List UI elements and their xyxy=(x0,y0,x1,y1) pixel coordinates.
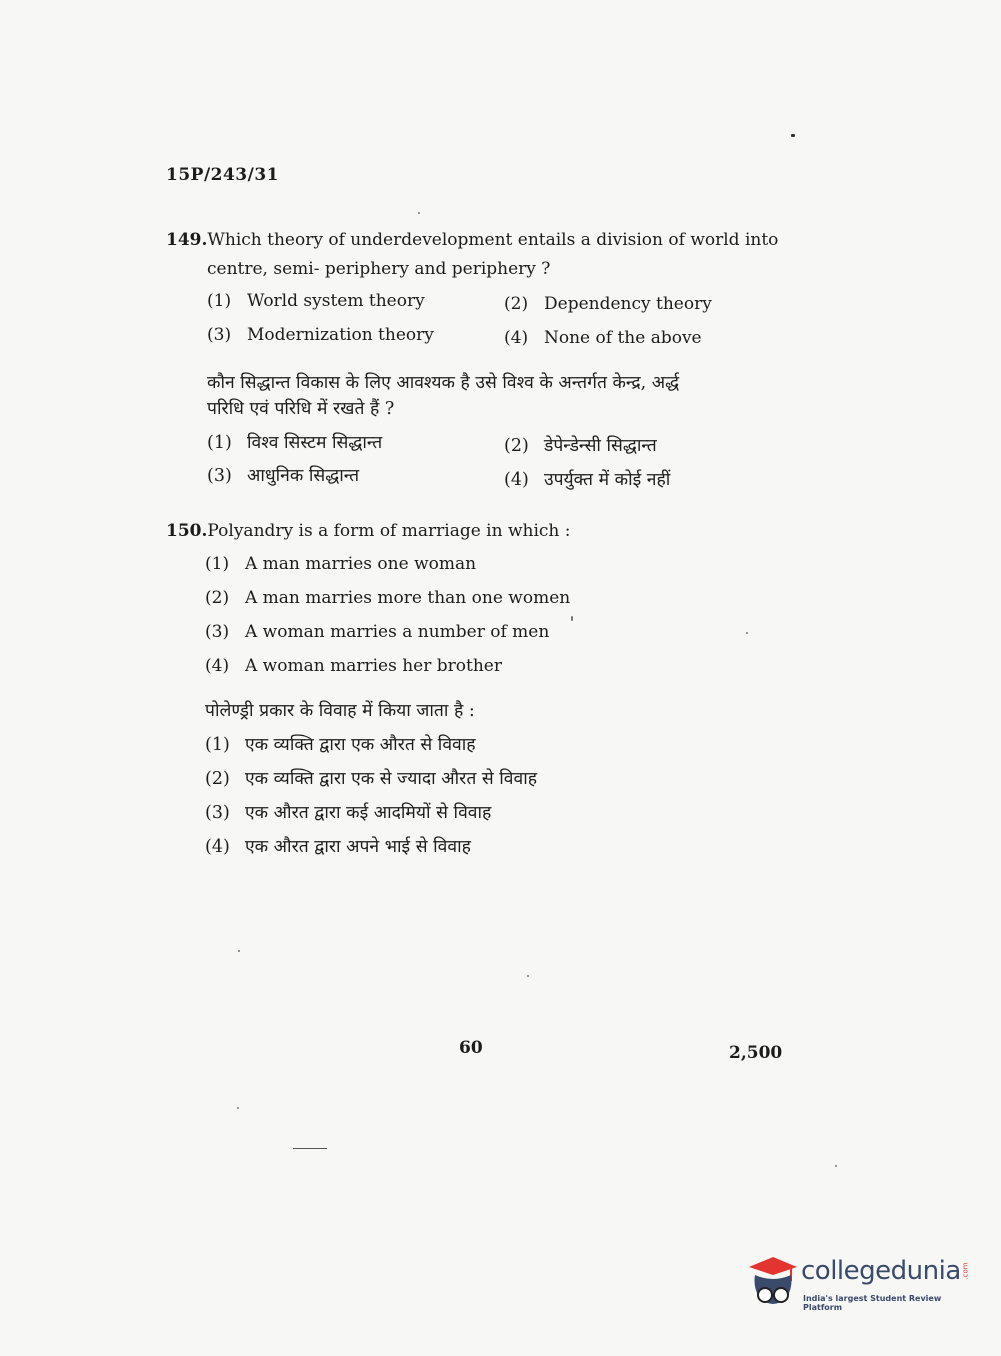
option-150-en-2 xyxy=(205,588,570,608)
option-text: उपर्युक्त में कोई नहीं xyxy=(544,470,671,490)
option-150-en-4 xyxy=(205,656,502,676)
collegedunia-logo xyxy=(745,1253,975,1313)
question-number: 149. xyxy=(166,230,208,250)
option-number: (1) xyxy=(207,433,232,453)
option-150-hi-1 xyxy=(205,732,476,756)
option-text: एक औरत द्वारा अपने भाई से विवाह xyxy=(245,837,471,857)
option-text: एक व्यक्ति द्वारा एक से ज्यादा औरत से विवाह xyxy=(245,769,538,789)
option-text: Modernization theory xyxy=(247,325,434,345)
option-text: A woman marries her brother xyxy=(245,656,502,676)
logo-wordmark: collegedunia xyxy=(801,1256,961,1286)
option-149-hi-4 xyxy=(504,467,670,491)
option-150-hi-2 xyxy=(205,766,537,790)
option-text: None of the above xyxy=(544,328,702,348)
option-number: (4) xyxy=(504,470,529,490)
mascot-icon xyxy=(745,1253,801,1313)
scan-speck xyxy=(527,975,529,977)
scan-mark xyxy=(293,1148,327,1149)
option-text: A woman marries a number of men xyxy=(245,622,550,642)
option-text: Dependency theory xyxy=(544,294,712,314)
option-150-hi-4 xyxy=(205,834,471,858)
question-149-hi-line1: कौन सिद्धान्त विकास के लिए आवश्यक है उसे विश्व के अन्तर्गत केन्द्र, अर्द्ध xyxy=(207,373,680,393)
scan-speck xyxy=(238,950,240,952)
option-149-hi-3 xyxy=(207,463,359,487)
question-text-line: Which theory of underdevelopment entails a division of world into xyxy=(207,230,779,250)
question-149-hi-line2: परिधि एवं परिधि में रखते हैं ? xyxy=(207,399,395,419)
logo-suffix: .com xyxy=(961,1262,970,1280)
option-number: (3) xyxy=(205,803,230,823)
question-150-en xyxy=(166,516,571,546)
question-150-hi: पोलेण्ड्री प्रकार के विवाह में किया जाता है : xyxy=(205,701,475,721)
option-number: (1) xyxy=(205,735,230,755)
option-number: (2) xyxy=(504,436,529,456)
print-count: 2,500 xyxy=(729,1043,783,1063)
option-text: विश्व सिस्टम सिद्धान्त xyxy=(247,433,383,453)
option-number: (4) xyxy=(504,328,529,348)
option-149-en-2 xyxy=(504,294,712,314)
option-text: A man marries more than one women xyxy=(245,588,571,608)
option-149-en-3 xyxy=(207,325,434,345)
option-text: World system theory xyxy=(247,291,425,311)
scan-speck xyxy=(571,616,573,621)
option-149-hi-2 xyxy=(504,433,657,457)
option-number: (2) xyxy=(205,588,230,608)
scan-speck xyxy=(237,1107,239,1109)
option-149-en-1 xyxy=(207,291,425,311)
option-number: (1) xyxy=(207,291,232,311)
option-150-hi-3 xyxy=(205,800,491,824)
option-text: एक व्यक्ति द्वारा एक औरत से विवाह xyxy=(245,735,476,755)
option-number: (4) xyxy=(205,837,230,857)
scan-speck xyxy=(418,212,420,214)
question-text-line: Polyandry is a form of marriage in which : xyxy=(207,521,571,541)
option-number: (3) xyxy=(205,622,230,642)
question-text-line: centre, semi- periphery and periphery ? xyxy=(207,259,551,279)
scan-speck xyxy=(835,1165,837,1167)
option-number: (2) xyxy=(504,294,529,314)
page-number: 60 xyxy=(459,1038,483,1058)
option-text: A man marries one woman xyxy=(245,554,477,574)
option-150-en-3 xyxy=(205,622,549,642)
option-text: डेपेन्डेन्सी सिद्धान्त xyxy=(544,436,657,456)
paper-code: 15P/243/31 xyxy=(166,165,280,185)
option-text: एक औरत द्वारा कई आदमियों से विवाह xyxy=(245,803,492,823)
option-number: (3) xyxy=(207,325,232,345)
scan-speck xyxy=(791,134,795,137)
question-number: 150. xyxy=(166,521,208,541)
logo-tagline: India's largest Student Review Platform xyxy=(803,1294,942,1312)
option-149-en-4 xyxy=(504,328,702,348)
question-149-en xyxy=(166,225,778,255)
option-number: (1) xyxy=(205,554,230,574)
option-150-en-1 xyxy=(205,554,476,574)
option-number: (2) xyxy=(205,769,230,789)
scan-speck xyxy=(746,632,748,634)
option-text: आधुनिक सिद्धान्त xyxy=(247,466,360,486)
option-number: (3) xyxy=(207,466,232,486)
option-number: (4) xyxy=(205,656,230,676)
option-149-hi-1 xyxy=(207,430,382,454)
